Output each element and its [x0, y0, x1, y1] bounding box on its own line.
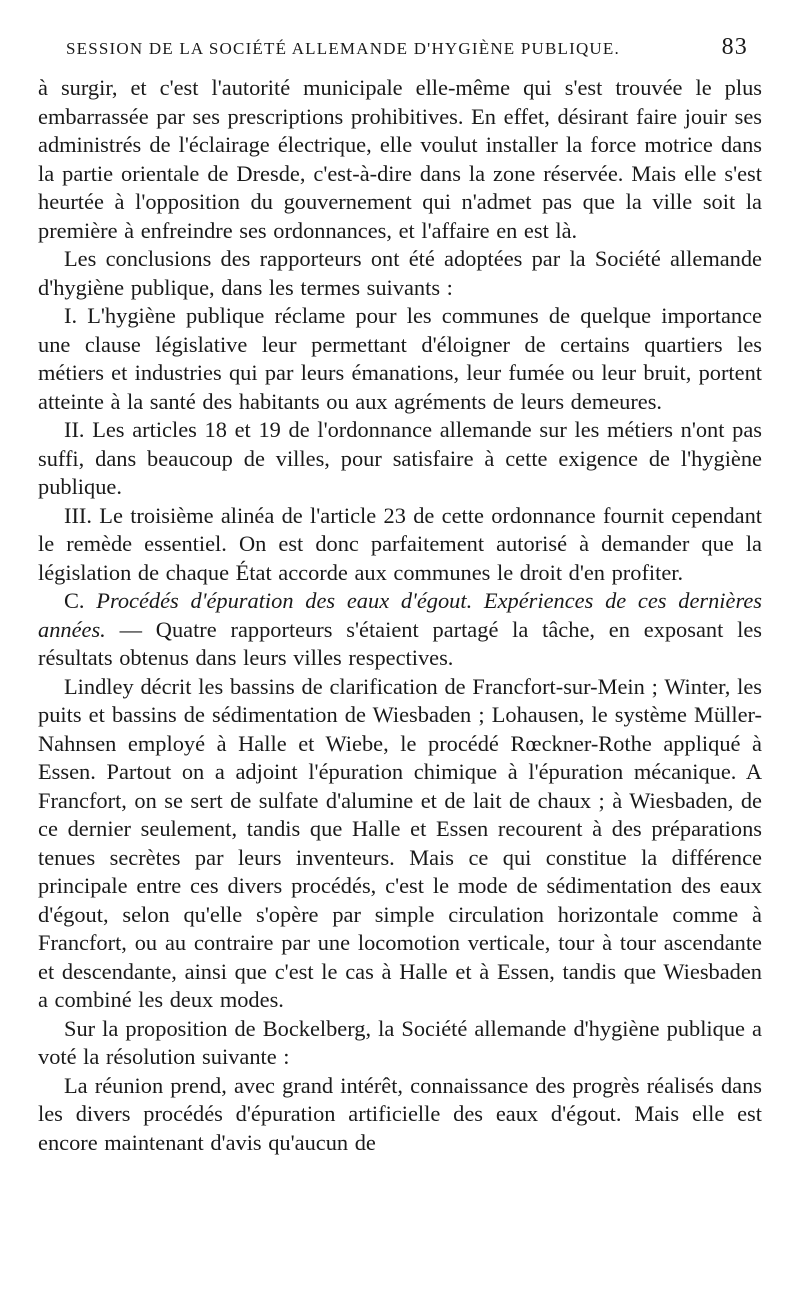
section-c-prefix: C. [64, 588, 97, 613]
paragraph-continuation: à surgir, et c'est l'autorité municipale elle-même qui s'est trouvée le plus embarrassée par ses prescriptions prohibitives. En effet, désirant faire jouir ses administrés de l'éclairage électrique, elle voulut installer la force motrice dans la partie orientale de Dresde, c'est-à-dire dans la zone réservée. Mais elle s'est heurtée à l'opposition du gouvernement qui n'admet pas que la ville soit la première à enfreindre ses ordonnances, et l'affaire en est là. [38, 75, 762, 243]
paragraph-resolution: La réunion prend, avec grand intérêt, connaissance des progrès réalisés dans les divers procédés d'épuration artificielle des eaux d'égout. Mais elle est encore maintenant d'avis qu'aucun de [38, 1072, 762, 1155]
paragraph-conclusions-intro: Les conclusions des rapporteurs ont été adoptées par la Société allemande d'hygiène publique, dans les termes suivants : [38, 246, 762, 300]
page-number: 83 [721, 34, 748, 60]
running-title: SESSION DE LA SOCIÉTÉ ALLEMANDE D'HYGIÈNE PUBLIQUE. [66, 39, 620, 58]
section-c-text: — Quatre rapporteurs s'étaient partagé la tâche, en exposant les résultats obtenus dans leurs villes respectives. [38, 616, 762, 670]
section-c-heading-paragraph [38, 587, 762, 673]
body-text [38, 74, 762, 1157]
paragraph-bockelberg: Sur la proposition de Bockelberg, la Société allemande d'hygiène publique a voté la résolution suivante : [38, 1015, 762, 1069]
paragraph-conclusion-1: I. L'hygiène publique réclame pour les communes de quelque importance une clause législative leur permettant d'éloigner de certains quartiers les métiers et industries qui par leurs émanations, leur fumée ou leur bruit, portent atteinte à la santé des habitants ou aux agréments de leurs demeures. [38, 303, 762, 414]
paragraph-conclusion-3: III. Le troisième alinéa de l'article 23 de cette ordonnance fournit cependant le remède essentiel. On est donc parfaitement autorisé à demander que la législation de chaque État accorde aux communes le droit d'en profiter. [38, 502, 762, 585]
paragraph-rapporteurs: Lindley décrit les bassins de clarification de Francfort-sur-Mein ; Winter, les puits et bassins de sédimentation de Wiesbaden ; Lohausen, le système Müller-Nahnsen employé à Halle et Wiebe, le procédé Rœckner-Rothe appliqué à Essen. Partout on a adjoint l'épuration chimique à l'épuration mécanique. A Francfort, on se sert de sulfate d'alumine et de lait de chaux ; à Wiesbaden, de ce dernier seulement, tandis que Halle et Essen recourent à des préparations tenues secrètes par leurs inventeurs. Mais ce qui constitue la différence principale entre ces divers procédés, c'est le mode de sédimentation des eaux d'égout, selon qu'elle s'opère par simple circulation horizontale comme à Francfort, ou au contraire par une locomotion verticale, tour à tour ascendante et descendante, ainsi que c'est le cas à Halle et à Essen, tandis que Wiesbaden a combiné les deux modes. [38, 673, 762, 1012]
section-c-title: Procédés d'épuration des eaux d'égout. Expériences de ces dernières années. [38, 588, 762, 642]
paragraph-conclusion-2: II. Les articles 18 et 19 de l'ordonnance allemande sur les métiers n'ont pas suffi, dans beaucoup de villes, pour satisfaire à cette exigence de l'hygiène publique. [38, 417, 762, 499]
running-header [38, 34, 762, 74]
